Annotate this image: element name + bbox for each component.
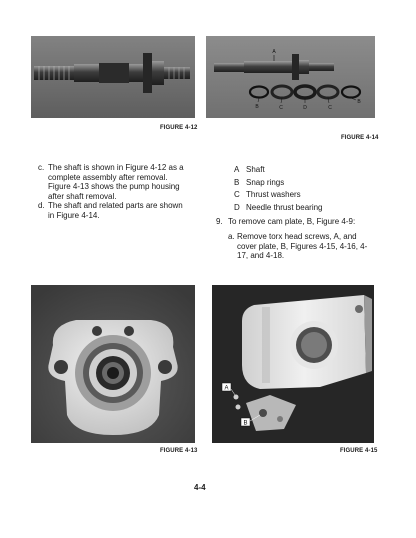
- figure-4-12-photo: [31, 36, 195, 118]
- legend-text: Thrust washers: [246, 190, 301, 199]
- callout-b-right: B: [357, 99, 361, 105]
- legend-letter: A: [234, 165, 240, 174]
- item-text: The shaft and related parts are shown in Figure 4-14.: [48, 201, 183, 220]
- item-label: c.: [38, 163, 45, 172]
- legend-item-a: [234, 165, 265, 174]
- callout-c-left: C: [279, 105, 283, 111]
- page-number: 4-4: [194, 483, 206, 492]
- list-item-c: [38, 163, 188, 201]
- figure-4-14-caption: FIGURE 4-14: [341, 135, 379, 141]
- cover-plate-image: [212, 285, 374, 443]
- step-label: 9.: [216, 217, 223, 226]
- figure-4-14-photo: [206, 36, 375, 118]
- substep-row: [228, 232, 374, 261]
- legend-text: Needle thrust bearing: [246, 203, 323, 212]
- legend-item-d: [234, 203, 323, 212]
- shaft-assembly-image: [31, 36, 195, 118]
- figure-4-15-photo: [212, 285, 374, 443]
- figure-4-13-caption: FIGURE 4-13: [160, 448, 198, 454]
- pump-housing-image: [31, 285, 195, 443]
- left-column-text: [38, 163, 188, 221]
- callout-a: A: [224, 385, 229, 392]
- figure-4-13-photo: [31, 285, 195, 443]
- callout-b-left: B: [255, 104, 259, 110]
- legend-item-b: [234, 178, 284, 187]
- list-item-d: [38, 201, 188, 220]
- legend-text: Snap rings: [246, 178, 285, 187]
- figure-4-15-caption: FIGURE 4-15: [340, 448, 378, 454]
- substep-a: [228, 232, 374, 261]
- figure-4-12-caption: FIGURE 4-12: [160, 125, 198, 131]
- legend-letter: D: [234, 203, 240, 212]
- substep-text: Remove torx head screws, A, and cover plate, B, Figures 4-15, 4-16, 4-17, and 4-18.: [237, 232, 368, 261]
- step-9: [216, 217, 386, 227]
- legend-item-c: [234, 190, 301, 199]
- substep-label: a.: [228, 232, 235, 241]
- callout-d: D: [303, 105, 307, 111]
- callout-c-right: C: [328, 105, 332, 111]
- legend-letter: B: [234, 178, 240, 187]
- legend-letter: C: [234, 190, 240, 199]
- step-text: To remove cam plate, B, Figure 4-9:: [228, 217, 356, 226]
- step-row: [216, 217, 386, 227]
- item-label: d.: [38, 201, 45, 211]
- item-text: The shaft is shown in Figure 4-12 as a complete assembly after removal. Figure 4-13 shows the pump housing after shaft removal.: [48, 163, 184, 201]
- callout-a: A: [272, 49, 276, 55]
- callout-b: B: [243, 420, 248, 427]
- shaft-parts-image: [206, 36, 375, 118]
- legend-text: Shaft: [246, 165, 265, 174]
